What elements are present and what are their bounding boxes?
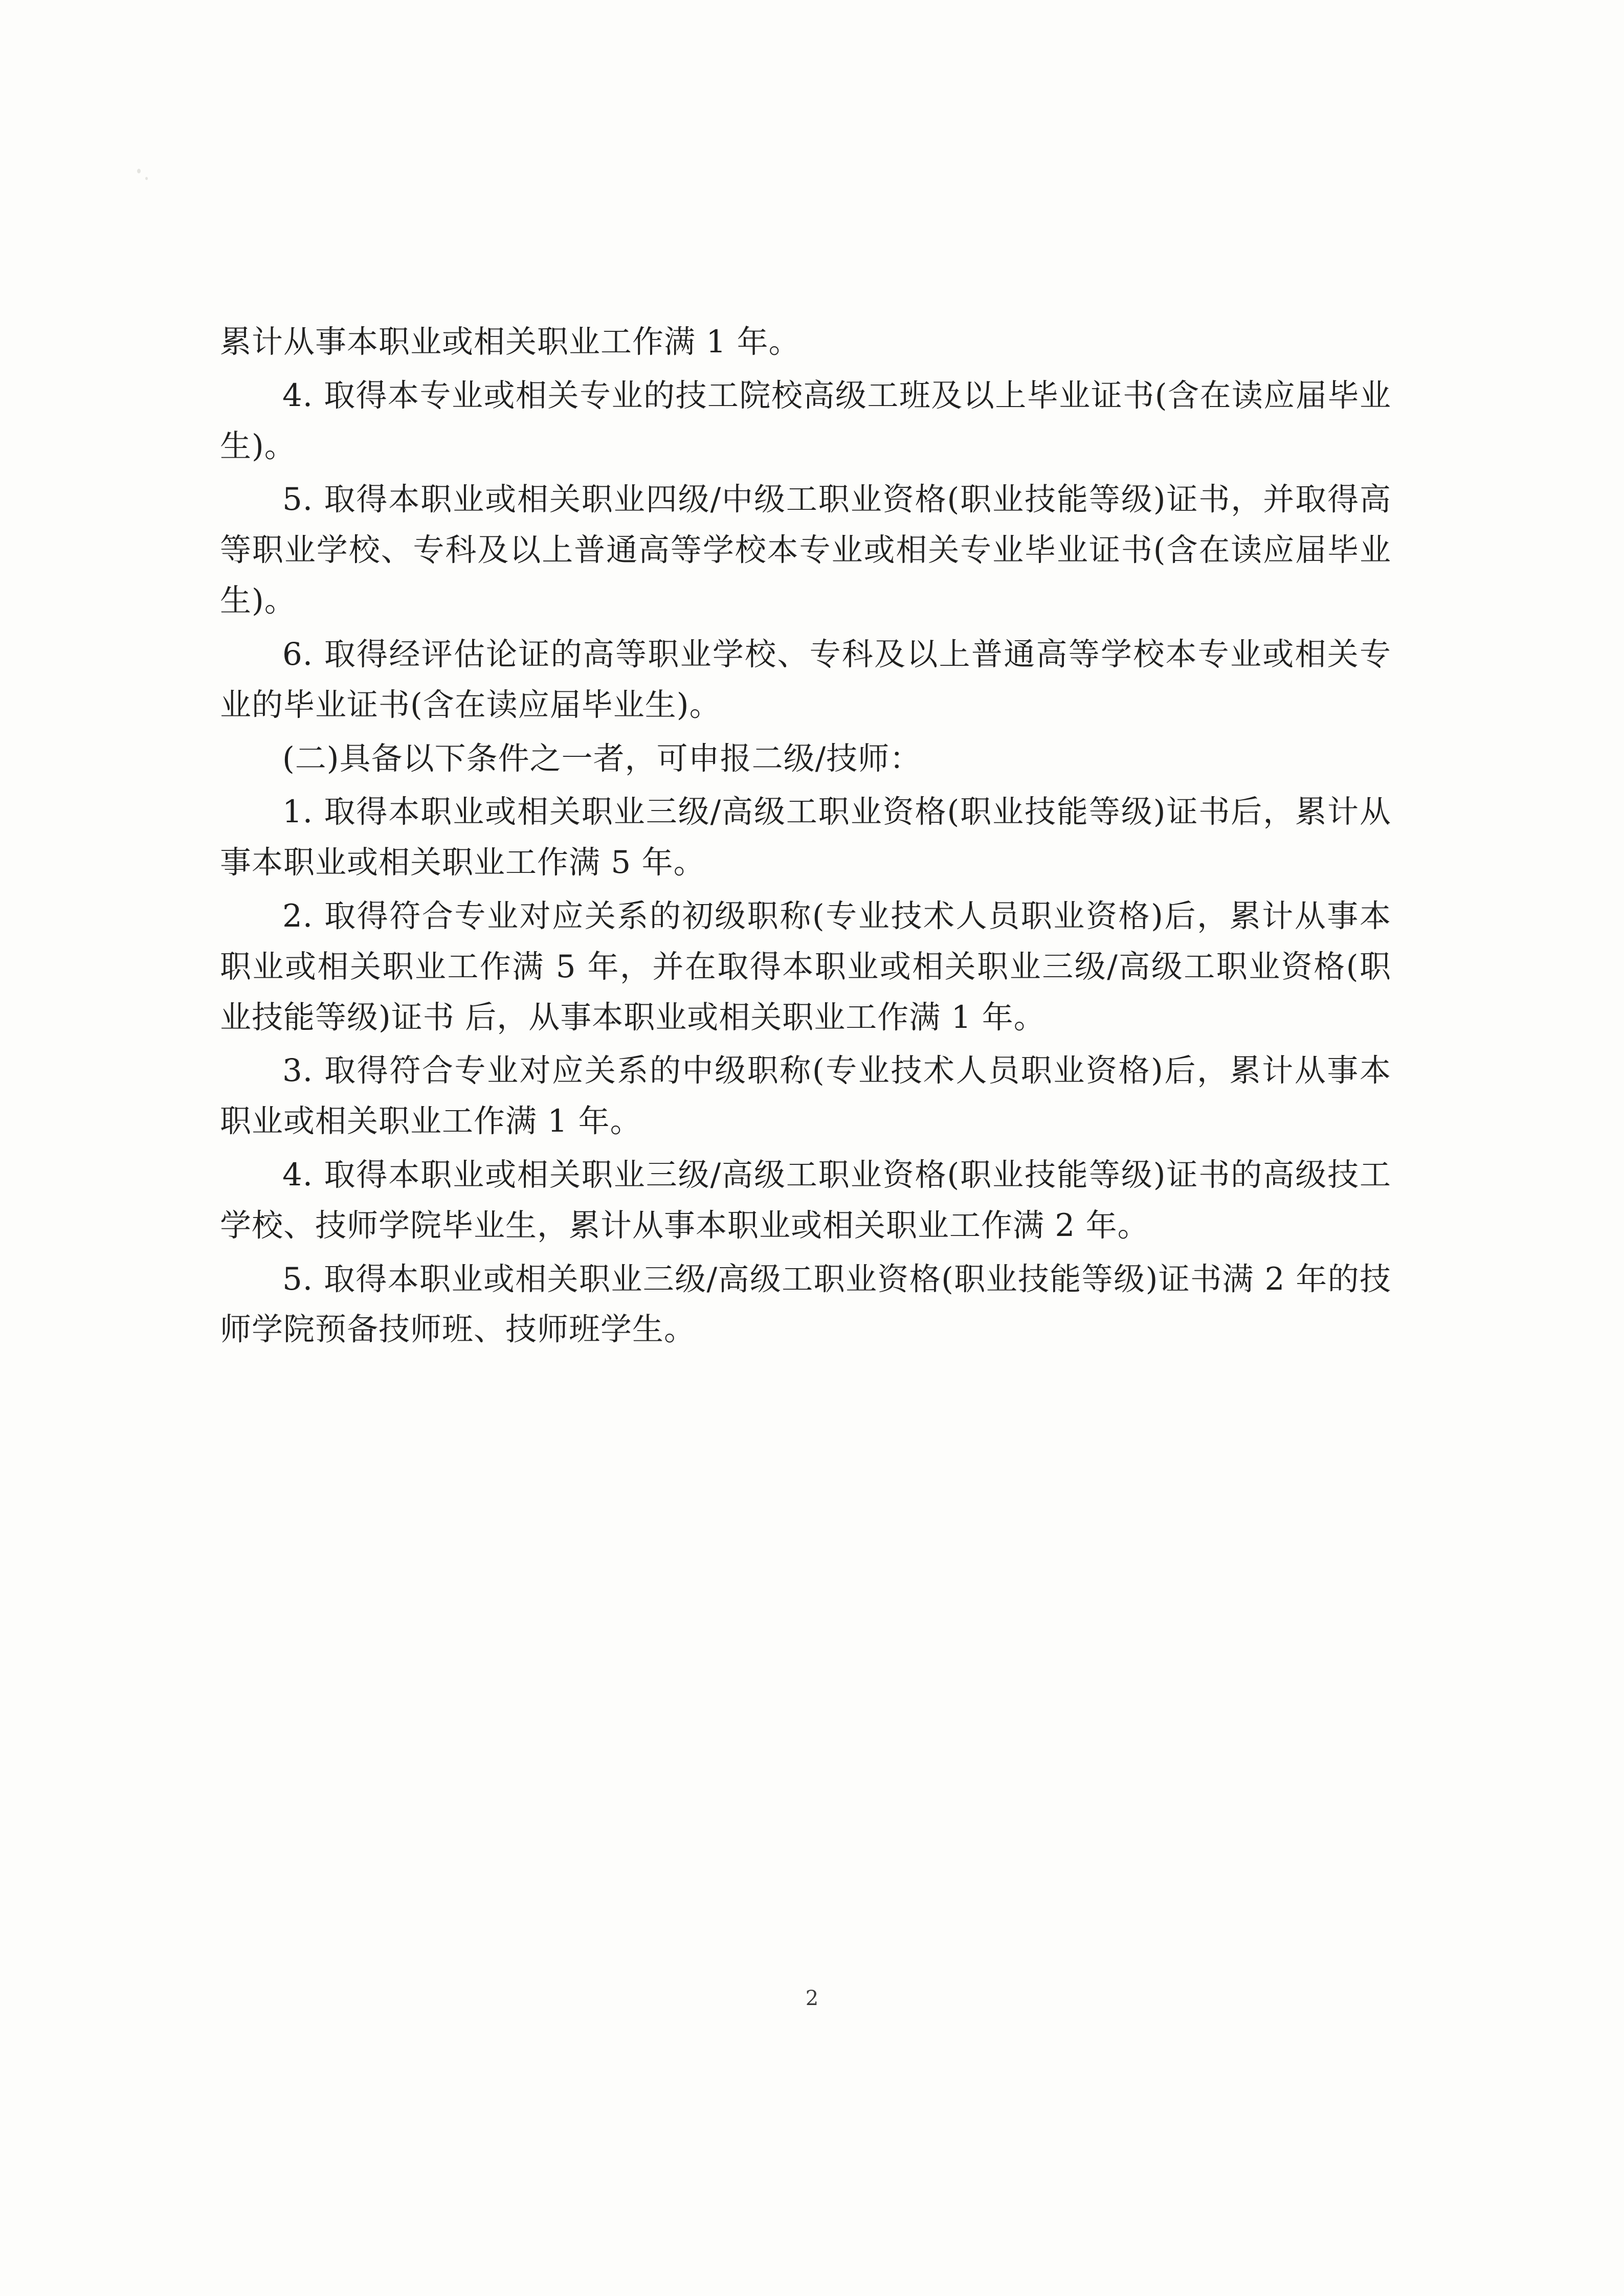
paragraph-item-5: 5. 取得本职业或相关职业四级/中级工职业资格(职业技能等级)证书，并取得高等职业学校、专科及以上普通高等学校本专业或相关专业毕业证书(含在读应届毕业生)。 <box>220 481 1391 619</box>
paragraph-continued: 累计从事本职业或相关职业工作满 1 年。 <box>220 324 800 360</box>
paragraph-section-2-item-4: 4. 取得本职业或相关职业三级/高级工职业资格(职业技能等级)证书的高级技工学校、技师学院毕业生，累计从事本职业或相关职业工作满 2 年。 <box>220 1157 1391 1244</box>
scan-speck-icon <box>145 177 148 180</box>
page-number: 2 <box>805 1987 819 2010</box>
paragraph-item-6: 6. 取得经评估论证的高等职业学校、专科及以上普通高等学校本专业或相关专业的毕业证书(含在读应届毕业生)。 <box>220 636 1391 723</box>
scan-speck-icon <box>137 169 141 173</box>
paragraph-section-2-item-3: 3. 取得符合专业对应关系的中级职称(专业技术人员职业资格)后，累计从事本职业或相关职业工作满 1 年。 <box>220 1052 1391 1140</box>
body-text <box>220 317 1391 1358</box>
paragraph-section-2-item-2: 2. 取得符合专业对应关系的初级职称(专业技术人员职业资格)后，累计从事本职业或相关职业工作满 5 年，并在取得本职业或相关职业三级/高级工职业资格(职业技能等级)证书 后，从事本职业或相关职业工作满 1 年。 <box>220 897 1391 1036</box>
paragraph-section-2-item-1: 1. 取得本职业或相关职业三级/高级工职业资格(职业技能等级)证书后，累计从事本职业或相关职业工作满 5 年。 <box>220 794 1391 881</box>
paragraph-section-2-heading: (二)具备以下条件之一者，可申报二级/技师： <box>282 740 922 777</box>
paragraph-item-4: 4. 取得本专业或相关专业的技工院校高级工班及以上毕业证书(含在读应届毕业生)。 <box>220 377 1391 464</box>
paragraph-section-2-item-5: 5. 取得本职业或相关职业三级/高级工职业资格(职业技能等级)证书满 2 年的技师学院预备技师班、技师班学生。 <box>220 1260 1391 1348</box>
